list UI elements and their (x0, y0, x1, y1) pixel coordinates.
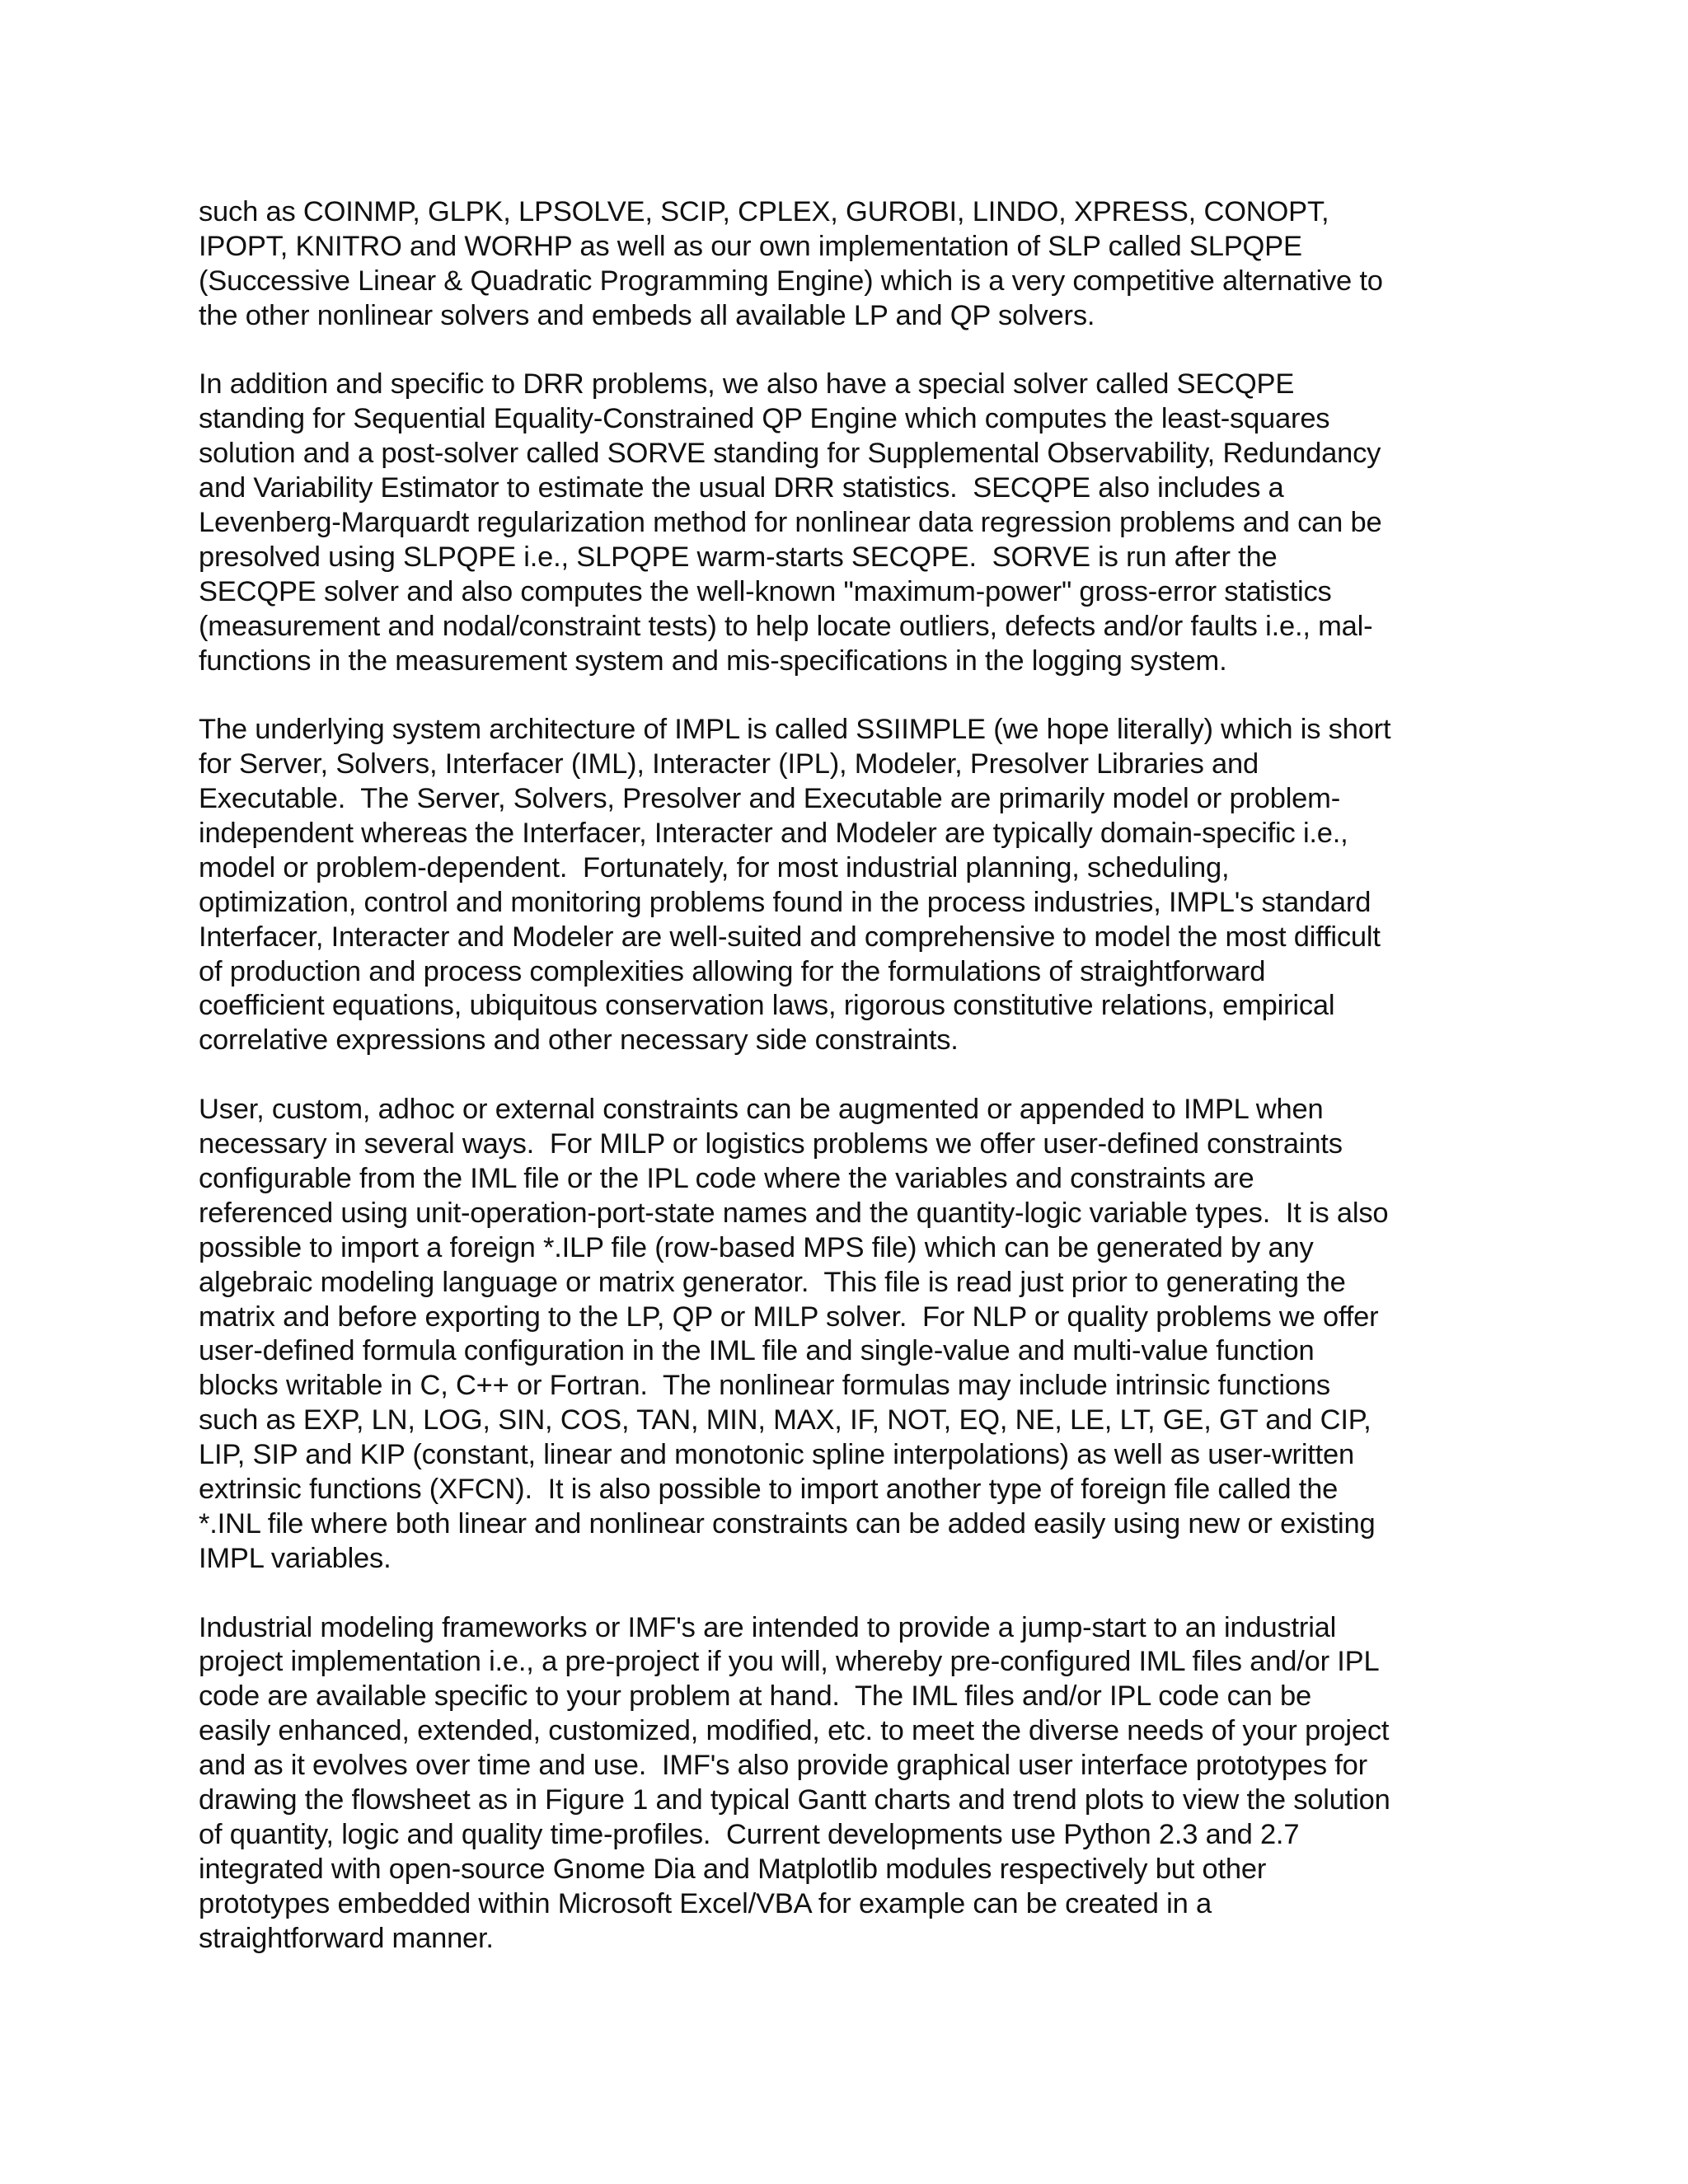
text-line: optimization, control and monitoring problems found in the process industries, IMPL's standard (199, 886, 1372, 918)
text-line: the other nonlinear solvers and embeds all available LP and QP solvers. (199, 299, 1095, 331)
text-line: code are available specific to your problem at hand. The IML files and/or IPL code can be (199, 1680, 1312, 1713)
text-line: referenced using unit-operation-port-state names and the quantity-logic variable types. It is also (199, 1197, 1389, 1229)
paragraph-drr (199, 368, 1517, 678)
text-line: integrated with open-source Gnome Dia and Matplotlib modules respectively but other (199, 1853, 1267, 1885)
paragraph-architecture (199, 713, 1517, 1058)
text-line: Interfacer, Interacter and Modeler are well-suited and comprehensive to model the most difficult (199, 921, 1381, 953)
text-line: algebraic modeling language or matrix generator. This file is read just prior to generating the (199, 1266, 1346, 1298)
text-line: IPOPT, KNITRO and WORHP as well as our own implementation of SLP called SLPQPE (199, 230, 1302, 262)
text-line: SECQPE solver and also computes the well-known "maximum-power" gross-error statistics (199, 575, 1332, 607)
text-line: presolved using SLPQPE i.e., SLPQPE warm-starts SECQPE. SORVE is run after the (199, 541, 1278, 573)
text-line: project implementation i.e., a pre-project if you will, whereby pre-configured IML files and/or IPL (199, 1646, 1380, 1678)
text-line: (measurement and nodal/constraint tests) to help locate outliers, defects and/or faults i.e., mal- (199, 610, 1373, 642)
text-line: user-defined formula configuration in the IML file and single-value and multi-value function (199, 1335, 1315, 1367)
text-line: (Successive Linear & Quadratic Programming Engine) which is a very competitive alternative to (199, 265, 1383, 297)
text-line: extrinsic functions (XFCN). It is also possible to import another type of foreign file called the (199, 1473, 1339, 1505)
text-line: solution and a post-solver called SORVE standing for Supplemental Observability, Redundancy (199, 438, 1381, 470)
text-line: Industrial modeling frameworks or IMF's are intended to provide a jump-start to an industrial (199, 1611, 1337, 1643)
text-line: necessary in several ways. For MILP or logistics problems we offer user-defined constraints (199, 1128, 1343, 1160)
text-line: prototypes embedded within Microsoft Excel/VBA for example can be created in a (199, 1887, 1212, 1919)
text-line: correlative expressions and other necessary side constraints. (199, 1024, 959, 1057)
text-line: In addition and specific to DRR problems, we also have a special solver called SECQPE (199, 368, 1295, 401)
text-line: for Server, Solvers, Interfacer (IML), Interacter (IPL), Modeler, Presolver Libraries and (199, 748, 1259, 780)
text-line: functions in the measurement system and mis-specifications in the logging system. (199, 644, 1227, 677)
paragraph-imf (199, 1611, 1517, 1957)
text-line: drawing the flowsheet as in Figure 1 and typical Gantt charts and trend plots to view the solution (199, 1783, 1390, 1816)
text-line: model or problem-dependent. Fortunately, for most industrial planning, scheduling, (199, 851, 1230, 883)
text-line: and Variability Estimator to estimate the usual DRR statistics. SECQPE also includes a (199, 472, 1284, 504)
text-line: of production and process complexities allowing for the formulations of straightforward (199, 955, 1266, 987)
document-body (199, 195, 1517, 1990)
text-line: Executable. The Server, Solvers, Presolver and Executable are primarily model or problem- (199, 783, 1340, 815)
text-line: configurable from the IML file or the IPL code where the variables and constraints are (199, 1162, 1254, 1194)
text-line: such as EXP, LN, LOG, SIN, COS, TAN, MIN, MAX, IF, NOT, EQ, NE, LE, LT, GE, GT and CIP, (199, 1404, 1372, 1436)
text-line: standing for Sequential Equality-Constrained QP Engine which computes the least-squares (199, 403, 1330, 435)
text-line: easily enhanced, extended, customized, modified, etc. to meet the diverse needs of your project (199, 1715, 1390, 1747)
text-line: matrix and before exporting to the LP, QP or MILP solver. For NLP or quality problems we offer (199, 1301, 1379, 1333)
text-line: User, custom, adhoc or external constraints can be augmented or appended to IMPL when (199, 1094, 1324, 1126)
text-line: IMPL variables. (199, 1542, 392, 1574)
text-line: coefficient equations, ubiquitous conservation laws, rigorous constitutive relations, empirical (199, 990, 1335, 1022)
text-line: *.INL file where both linear and nonlinear constraints can be added easily using new or existing (199, 1507, 1376, 1540)
text-line: of quantity, logic and quality time-profiles. Current developments use Python 2.3 and 2.7 (199, 1818, 1300, 1850)
text-line: Levenberg-Marquardt regularization method for nonlinear data regression problems and can be (199, 507, 1382, 539)
paragraph-solvers (199, 195, 1517, 334)
paragraph-user-constraints (199, 1093, 1517, 1576)
text-line: and as it evolves over time and use. IMF's also provide graphical user interface prototypes for (199, 1750, 1367, 1782)
text-line: possible to import a foreign *.ILP file (row-based MPS file) which can be generated by any (199, 1231, 1314, 1263)
text-line: The underlying system architecture of IMPL is called SSIIMPLE (we hope literally) which is short (199, 714, 1391, 746)
text-line: blocks writable in C, C++ or Fortran. The nonlinear formulas may include intrinsic functions (199, 1370, 1330, 1402)
text-line: LIP, SIP and KIP (constant, linear and monotonic spline interpolations) as well as user-written (199, 1439, 1355, 1471)
text-line: straightforward manner. (199, 1922, 494, 1954)
text-line: such as COINMP, GLPK, LPSOLVE, SCIP, CPLEX, GUROBI, LINDO, XPRESS, CONOPT, (199, 196, 1329, 227)
text-line: independent whereas the Interfacer, Interacter and Modeler are typically domain-specific i.e., (199, 818, 1348, 850)
